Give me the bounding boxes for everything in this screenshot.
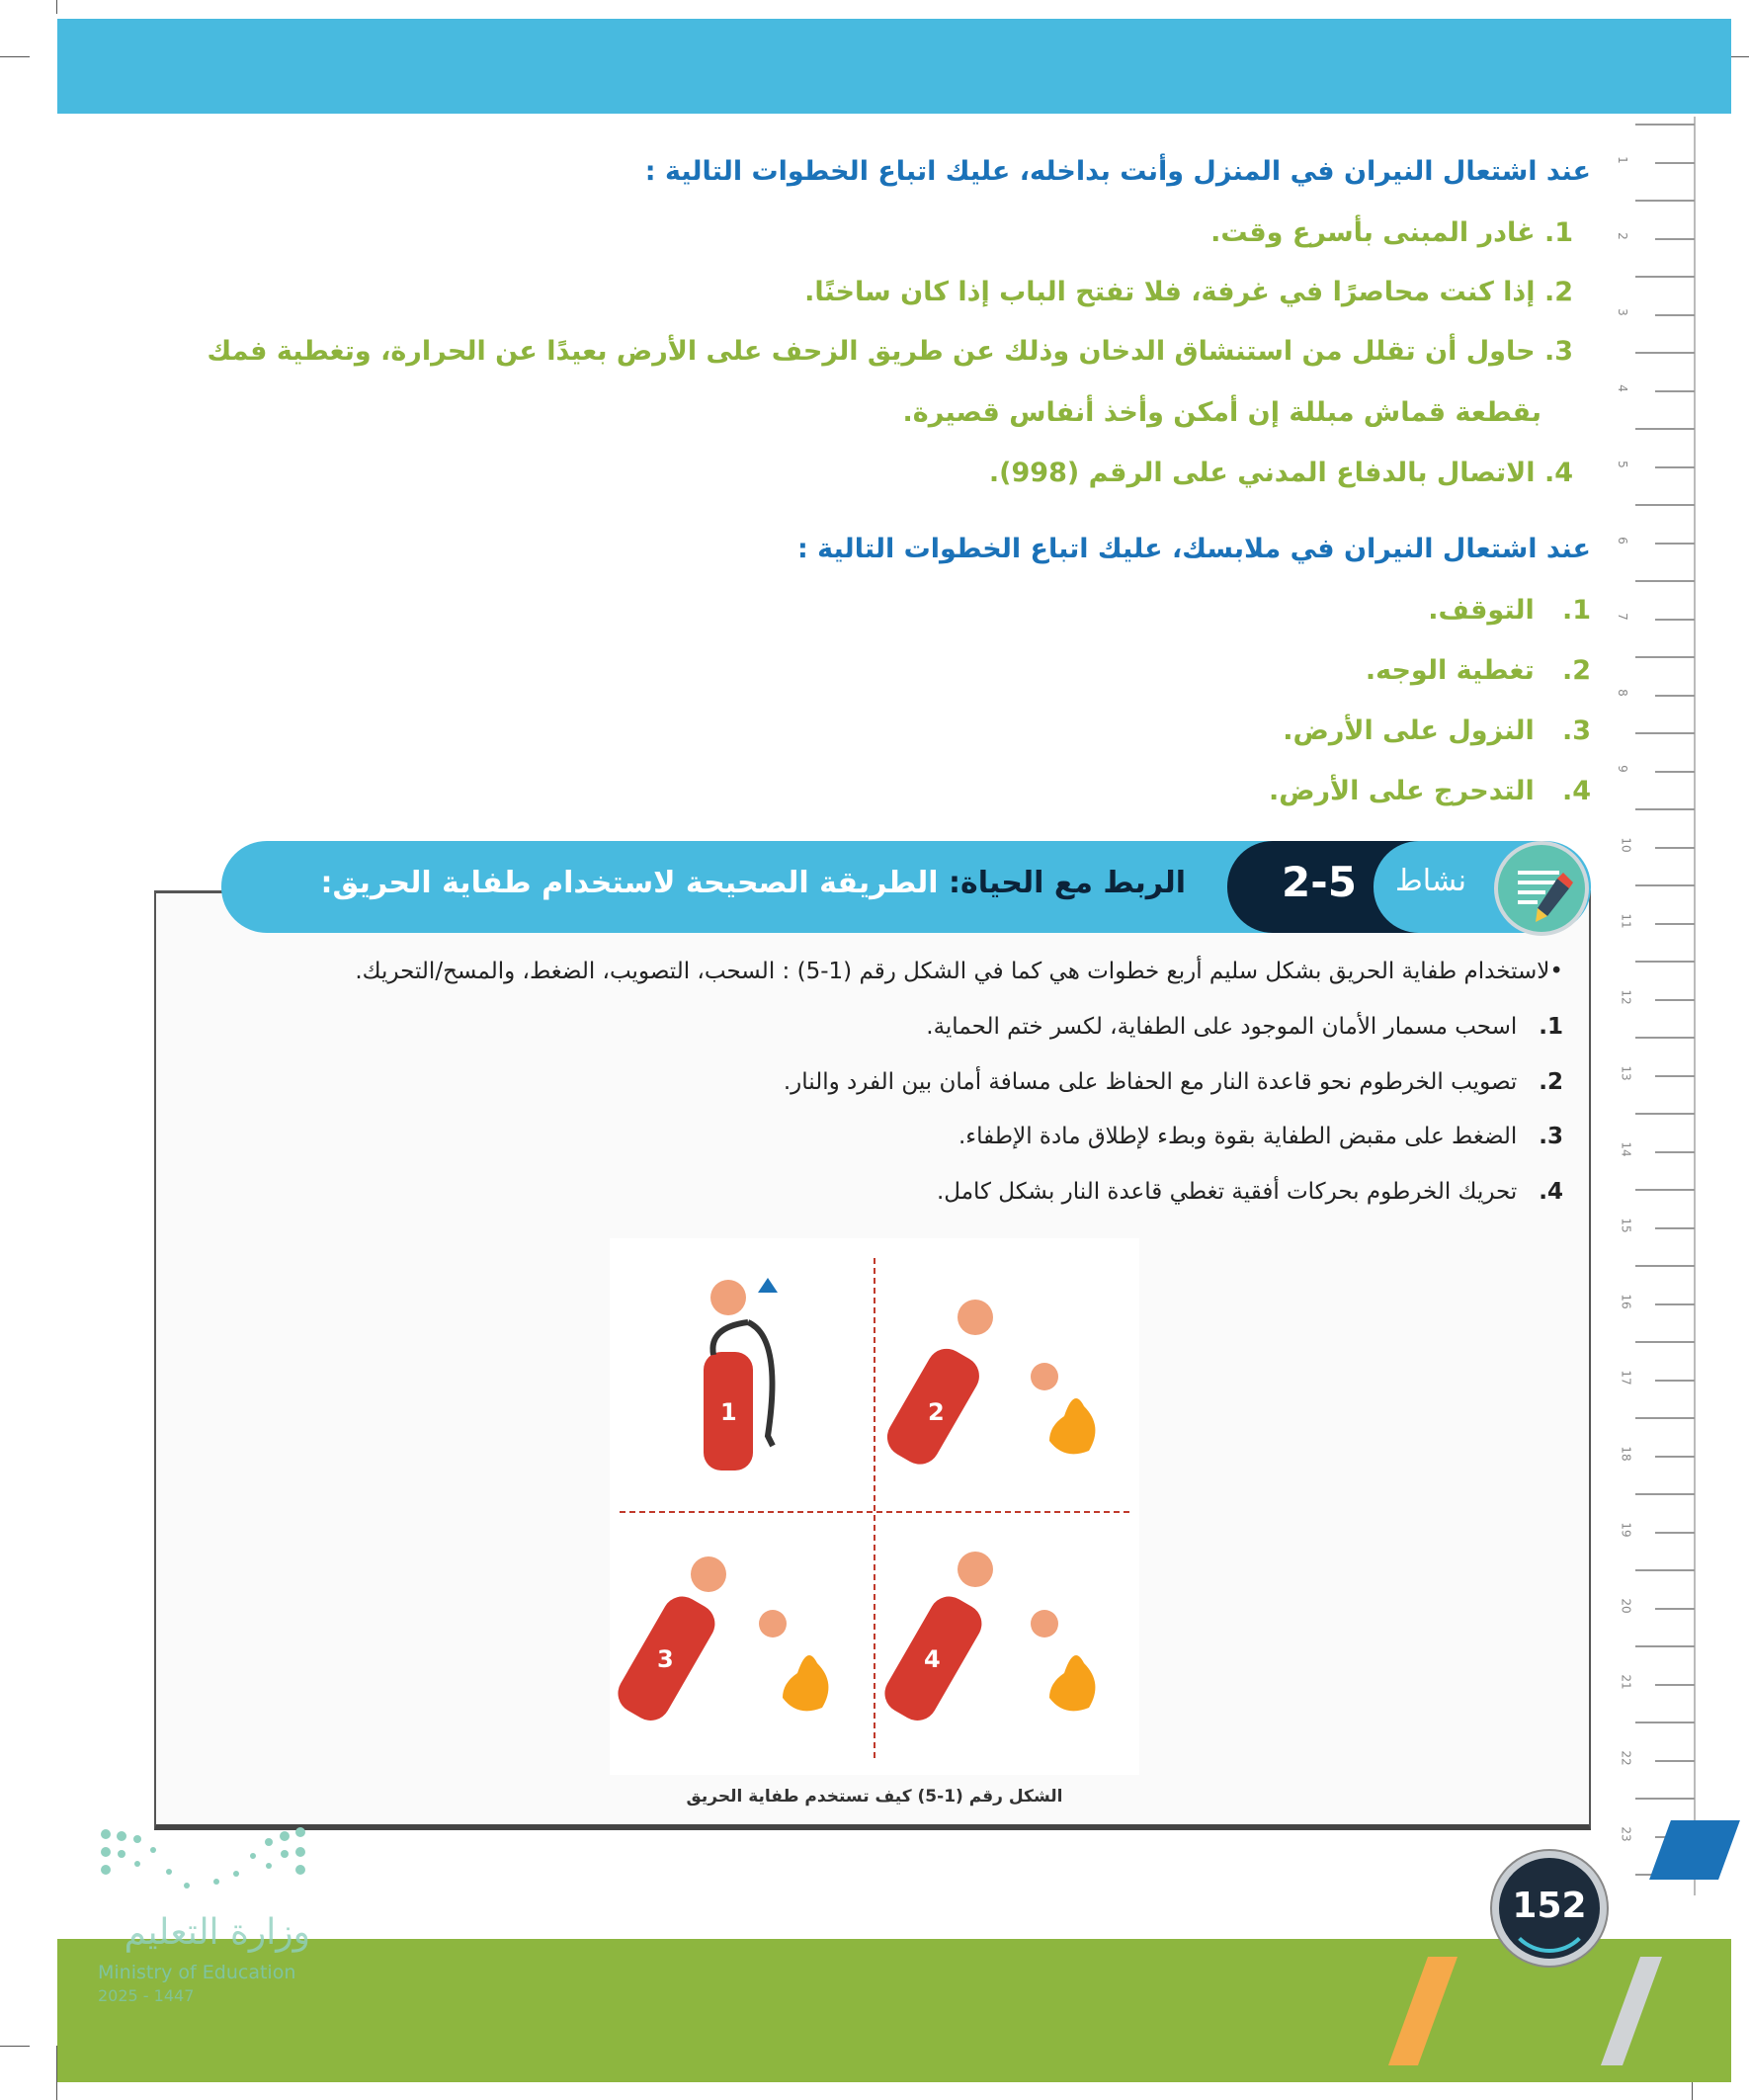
step-item: 4. تحريك الخرطوم بحركات أفقية تغطي قاعدة النار بشكل كامل. xyxy=(936,1178,1563,1205)
activity-title: الربط مع الحياة: الطريقة الصحيحة لاستخدام طفاية الحريق: xyxy=(320,866,1186,900)
ruler-number: 5 xyxy=(1615,461,1629,468)
figure-caption: الشكل رقم (1-5) كيف تستخدم طفاية الحريق xyxy=(686,1787,1063,1806)
steps-list xyxy=(476,1014,1563,1233)
section2-heading: عند اشتعال النيران في ملابسك، عليك اتباع الخطوات التالية : xyxy=(796,534,1591,564)
ruler-tick xyxy=(1635,1341,1695,1343)
ruler-tick xyxy=(1655,390,1695,392)
ruler-tick xyxy=(1655,1456,1695,1458)
ruler-tick xyxy=(1635,1037,1695,1039)
ruler-tick xyxy=(1635,1645,1695,1647)
ministry-name-ar: وزارة التعليم xyxy=(124,1912,310,1953)
figure-label: 1 xyxy=(720,1398,737,1426)
list-item: 3. حاول أن تقلل من استنشاق الدخان وذلك عن طريق الزحف على الأرض بعيدًا عن الحرارة، وتغطية فمك xyxy=(207,336,1573,367)
list-item: 4. الاتصال بالدفاع المدني على الرقم (998). xyxy=(988,458,1573,488)
page-number: 152 xyxy=(1512,1886,1587,1926)
section2-list xyxy=(1097,595,1591,836)
ruler-number: 11 xyxy=(1619,913,1633,929)
page-number-badge xyxy=(1492,1851,1607,1966)
ruler-tick xyxy=(1655,1380,1695,1382)
ruler-tick xyxy=(1635,1189,1695,1191)
ruler-tick xyxy=(1635,1265,1695,1267)
ruler-tick xyxy=(1655,1684,1695,1686)
ruler-tick xyxy=(1635,200,1695,202)
panel-3 xyxy=(611,1556,828,1727)
figure-label: 3 xyxy=(657,1645,674,1673)
figure-label: 4 xyxy=(924,1645,941,1673)
section1-heading: عند اشتعال النيران في المنزل وأنت بداخله، عليك اتباع الخطوات التالية : xyxy=(644,156,1591,187)
step-item: 1. اسحب مسمار الأمان الموجود على الطفاية، لكسر ختم الحماية. xyxy=(926,1014,1563,1040)
ruler-number: 21 xyxy=(1619,1674,1633,1690)
ruler-number: 3 xyxy=(1615,308,1629,316)
ruler-tick xyxy=(1655,314,1695,316)
ruler-number: 2 xyxy=(1615,232,1629,240)
list-item: 3. النزول على الأرض. xyxy=(1283,715,1591,746)
figure-label: 2 xyxy=(928,1398,945,1426)
ruler-number: 4 xyxy=(1615,384,1629,392)
ruler-tick xyxy=(1655,847,1695,849)
ruler-number: 13 xyxy=(1619,1065,1633,1081)
ruler-number: 6 xyxy=(1615,537,1629,545)
ruler-tick xyxy=(1635,428,1695,430)
ruler-number: 22 xyxy=(1619,1750,1633,1766)
ruler-tick xyxy=(1655,695,1695,697)
ruler-tick xyxy=(1635,1569,1695,1571)
ruler-number: 12 xyxy=(1619,989,1633,1005)
activity-label: نشاط xyxy=(1395,864,1466,898)
ruler-tick xyxy=(1655,1075,1695,1077)
ruler-number: 23 xyxy=(1619,1826,1633,1842)
list-item: بقطعة قماش مبللة إن أمكن وأخذ أنفاس قصيرة. xyxy=(902,397,1541,428)
ministry-name-en: Ministry of Education xyxy=(98,1962,296,1983)
ruler-tick xyxy=(1635,961,1695,963)
ruler-tick xyxy=(1655,466,1695,468)
ruler-tick xyxy=(1655,1608,1695,1610)
ruler-tick xyxy=(1655,1151,1695,1153)
ruler-tick xyxy=(1635,1798,1695,1800)
ruler-tick xyxy=(1635,1493,1695,1495)
ruler-tick xyxy=(1655,771,1695,773)
ruler-tick xyxy=(1655,1227,1695,1229)
ruler-number: 14 xyxy=(1619,1141,1633,1157)
ruler-tick xyxy=(1635,1113,1695,1115)
ruler-number: 20 xyxy=(1619,1598,1633,1614)
pencil-notes-icon xyxy=(1494,841,1589,936)
ruler-number: 19 xyxy=(1619,1522,1633,1538)
ministry-year: 2025 - 1447 xyxy=(98,1986,195,2005)
footer-band xyxy=(57,1939,1731,2082)
list-item: 1. التوقف. xyxy=(1428,595,1591,626)
ruler-number: 15 xyxy=(1619,1218,1633,1233)
ruler-tick xyxy=(1635,580,1695,582)
ruler-tick xyxy=(1635,1417,1695,1419)
panel-4 xyxy=(877,1552,1095,1727)
list-item: 4. التدحرج على الأرض. xyxy=(1268,776,1591,806)
footer-stripe-blue xyxy=(1649,1820,1740,1880)
ruler-tick xyxy=(1655,162,1695,164)
ruler-tick xyxy=(1635,276,1695,278)
activity-number: 2-5 xyxy=(1282,858,1357,906)
list-item: 1. غادر المبنى بأسرع وقت. xyxy=(1210,217,1573,248)
ruler-tick xyxy=(1635,884,1695,886)
ruler-tick xyxy=(1635,352,1695,354)
activity-intro: •لاستخدام طفاية الحريق بشكل سليم أربع خطوات هي كما في الشكل رقم (1-5) : السحب، التصويب، الضغط، والمسح/التحريك. xyxy=(355,959,1563,984)
ruler-tick xyxy=(1655,923,1695,925)
step-item: 2. تصويب الخرطوم نحو قاعدة النار مع الحفاظ على مسافة أمان بين الفرد والنار. xyxy=(783,1068,1563,1095)
panel-2 xyxy=(880,1300,1096,1471)
ruler-number: 1 xyxy=(1615,156,1629,164)
ruler-number: 17 xyxy=(1619,1370,1633,1386)
page-ruler xyxy=(1694,117,1696,1895)
ruler-tick xyxy=(1655,543,1695,545)
ruler-tick xyxy=(1655,1303,1695,1305)
extinguisher-figure xyxy=(610,1238,1139,1775)
ruler-number: 16 xyxy=(1619,1294,1633,1309)
ministry-logo-dots xyxy=(98,1824,310,1893)
ruler-tick xyxy=(1635,656,1695,658)
ruler-number: 10 xyxy=(1619,837,1633,853)
ruler-number: 8 xyxy=(1615,689,1629,697)
ruler-tick xyxy=(1635,732,1695,734)
step-item: 3. الضغط على مقبض الطفاية بقوة وبطء لإطلاق مادة الإطفاء. xyxy=(958,1124,1563,1149)
panel-1 xyxy=(704,1278,778,1470)
ruler-tick xyxy=(1655,238,1695,240)
extinguisher-illustration xyxy=(610,1238,1139,1775)
list-item: 2. تغطية الوجه. xyxy=(1365,655,1591,686)
ruler-number: 18 xyxy=(1619,1446,1633,1462)
ruler-tick xyxy=(1635,1722,1695,1723)
ruler-number: 7 xyxy=(1615,613,1629,621)
ruler-tick xyxy=(1655,1760,1695,1762)
ruler-tick xyxy=(1635,504,1695,506)
ruler-number: 9 xyxy=(1615,765,1629,773)
ruler-tick xyxy=(1635,808,1695,810)
ministry-logo-icon xyxy=(98,1824,310,1893)
ruler-tick xyxy=(1635,124,1695,126)
ruler-tick xyxy=(1655,999,1695,1001)
ruler-tick xyxy=(1655,619,1695,621)
ruler-tick xyxy=(1655,1532,1695,1534)
header-bar xyxy=(57,19,1731,114)
list-item: 2. إذا كنت محاصرًا في غرفة، فلا تفتح الباب إذا كان ساخنًا. xyxy=(804,277,1573,307)
